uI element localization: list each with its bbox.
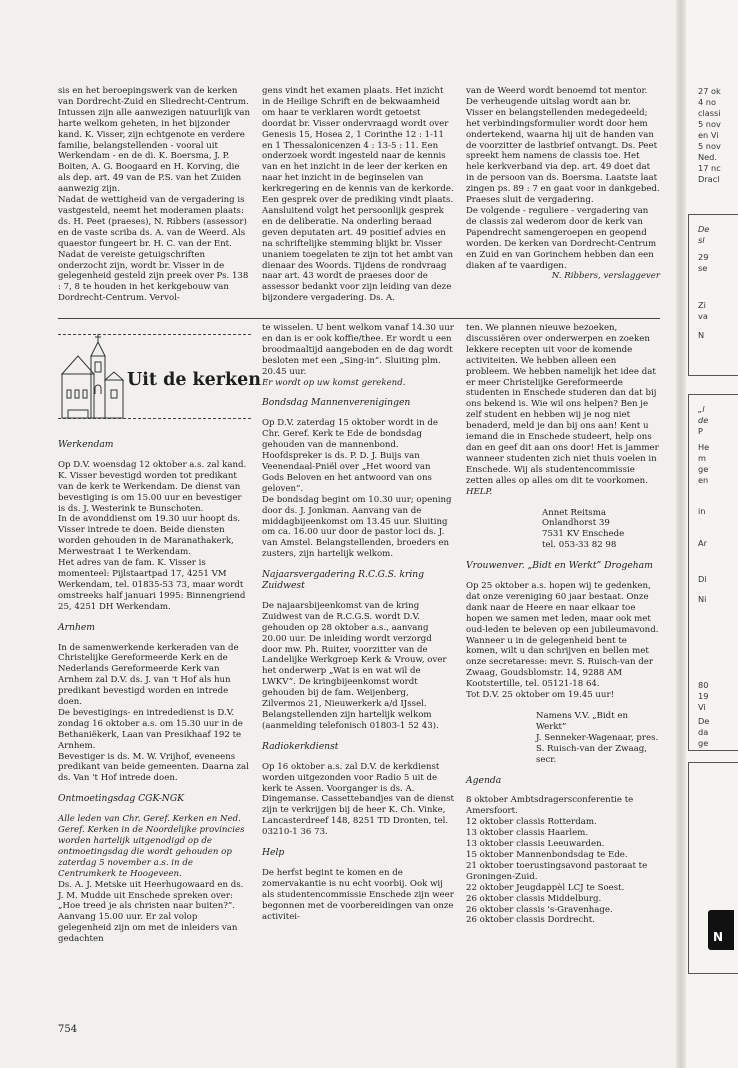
book-gutter — [676, 0, 686, 1068]
section-title: Uit de kerken — [127, 370, 262, 390]
heading-arnhem: Arnhem — [58, 621, 96, 633]
signature-block: Namens V.V. „Bidt en Werkt” J. Senneker-Wagenaar, pres. S. Ruisch-van der Zwaag, secr. — [536, 711, 659, 765]
logo-icon: N — [708, 910, 734, 950]
top-column-2: gens vindt het examen plaats. Het inzicht in de Heilige Schrift en de bekwaamheid om haar te verklaren wordt getoetst doordat br. Visser ondervraagd wordt over Genesis 15, Hosea 2, 1 Corinthe 12 : 1-11 en 1 Thessalonicenzen 4 : 13-5 : 11. Een onderzoek wordt ingesteld naar de kennis van en het inzicht in de leer der kerken en naar het inzicht in de beginselen van kerkregering en de kennis van de kerkorde. Een gesprek over de prediking vindt plaats. Aansluitend volgt het persoonlijk gesprek en de deliberatie. Na onderling beraad geven deputaten art. 49 positief advies en na schriftelijke stemming blijkt br. Visser unaniem toegelaten te zijn tot het ambt van dienaar des Woords. Tijdens de rondvraag naar art. 43 wordt de praeses door de assessor bedankt voor zijn leiding van deze bijzondere vergadering. Ds. A. — [262, 86, 454, 304]
reporter-signature: N. Ribbers, verslaggever — [551, 271, 660, 282]
heading-radiokerkdienst: Radiokerkdienst — [262, 740, 339, 752]
uit-de-kerken-masthead — [58, 326, 262, 421]
list-item: 21 oktober toerustingsavond pastoraat te Groningen-Zuid. — [466, 860, 648, 882]
adjacent-box-1 — [688, 214, 738, 376]
list-item: 13 oktober classis Haarlem. — [466, 828, 589, 839]
heading-werkendam: Werkendam — [58, 439, 114, 450]
list-item: 15 oktober Mannenbondsdag te Ede. — [466, 849, 628, 860]
list-item: 8 oktober Ambtsdragersconferentie te Amersfoort. — [466, 795, 634, 817]
list-item: 26 oktober classis Middelburg. — [466, 893, 602, 904]
page-number: 754 — [58, 1024, 78, 1035]
top-column-1: sis en het beroepingswerk van de kerken van Dordrecht-Zuid en Sliedrecht-Centrum. Intussen zijn alle aanwezigen natuurlijk van harte welkom geheten, in het bijzonder kand. K. Visser, zijn echtgenote en verdere familie, belangstellenden - vooral uit Werkendam - en de di. K. Boersma, J. P. Boiten, A. G. Boogaard en H. Korving, die als dep. art. 49 van de P.S. van het Zuiden aanwezig zijn. Nadat de wettigheid van de vergadering is vastgesteld, neemt het moderamen plaats: ds. H. Peet (praeses), N. Ribbers (assessor) en de vaste scriba ds. A. van de Weerd. Als quaestor fungeert br. H. C. van der Ent. Nadat de vereiste getuigschriften onderzocht zijn, wordt br. Visser in de gelegenheid gesteld zijn preek over Ps. 138 : 7, 8 te houden in het kerkgebouw van Dordrecht-Centrum. Vervol- — [58, 86, 250, 304]
heading-agenda: Agenda — [466, 774, 502, 786]
list-item: 13 oktober classis Leeuwarden. — [466, 839, 605, 850]
list-item: 12 oktober classis Rotterdam. — [466, 817, 597, 828]
top-column-3: van de Weerd wordt benoemd tot mentor. De verheugende uitslag wordt aan br. Visser en belangstellenden medegedeeld; het verbindingsformulier wordt door hem ondertekend, waarna hij uit de handen van de voorzitter de lastbrief ontvangt. Ds. Peet spreekt hem namens de classis toe. Het hele kerkverband via dep. art. 49 doet dat in de persoon van ds. Boersma. Laatste laat zingen ps. 89 : 7 en gaat voor in dankgebed. Praeses sluit de vergadering. De volgende - reguliere - vergadering van de classis zal wederom door de kerk van Papendrecht samengeroepen en geopend worden. De kerken van Dordrecht-Centrum en Zuid en van Gorinchem hebben dan een diaken af te vaardigen. N. Ribbers, verslaggever — [466, 86, 660, 282]
bottom-column-3: ten. We plannen nieuwe bezoeken, discussiëren over onderwerpen en zoeken lekkere recepten uit voor de komende activiteiten. We hebben alleen een probleem. We hebben namelijk het idee dat er meer Christelijke Gereformeerde studenten in Enschede studeren dan dat bij ons bekend is. Wie wil ons helpen? Ben je zelf student en hebben wij je nog niet benaderd, meld je dan bij ons aan! Kent u iemand die in Enschede studeert, help ons dan en geef dit aan ons door! Het is jammer wanneer studenten zich niet thuis voelen in Enschede. Wij als studentencommissie zetten alles op alles om dit te voorkomen. HELP. Annet Reitsma Onlandhorst 39 7531 KV Enschede tel. 053-33 82 98 Vrouwenver. „Bidt en Werkt” Drogeham Op 25 oktober a.s. hopen wij te gedenken, dat onze vereniging 60 jaar bestaat. Onze dank naar de Heere en naar elkaar toe hopen we samen met leden, maar ook met oud-leden te beleven op een jubileumavond. Wanneer u in de gelegenheid bent te komen, wilt u dan schrijven en bellen met onze secretaresse: mevr. S. Ruisch-van der Zwaag, Goudsblomstr. 14, 9288 AM Kootstertille, tel. 05121-18 64. Tot D.V. 25 oktober om 19.45 uur! Namens V.V. „Bidt en Werkt” J. Senneker-Wagenaar, pres. S. Ruisch-van der Zwaag, secr. Agenda 8 oktober Ambtsdragersconferentie te Amersfoort. 12 oktober classis Rotterdam. 13 oktober classis Haarlem. 13 oktober classis Leeuwarden. 15 oktober Mannenbondsdag te Ede. 21 oktober toerustingsavond pastoraat te Groningen-Zuid. 22 oktober Jeugdappèl LCJ te Soest. 26 oktober classis Middelburg. 26 oktober classis 's-Gravenhage. 26 oktober classis Dordrecht. — [466, 323, 659, 926]
heading-najaarsvergadering: Najaarsvergadering R.C.G.S. kring Zuidwest — [262, 569, 425, 592]
heading-help: Help — [262, 847, 285, 859]
list-item: 22 oktober Jeugdappèl LCJ te Soest. — [466, 882, 625, 893]
masthead-bottom-rule — [58, 418, 251, 419]
adjacent-box-2 — [688, 394, 738, 751]
adjacent-page: 27 ok 4 no classi 5 nov en Vi 5 nov Ned. 17 nc Dracl De sl 29 se Zi va N „l de P He m ge en in Ar Di Ni 80 19 Vi De da ge N — [686, 0, 738, 1068]
bottom-column-1: Werkendam Op D.V. woensdag 12 oktober a.s. zal kand. K. Visser bevestigd worden tot predikant van de kerk te Werkendam. De dienst van bevestiging is om 15.00 uur en bevestiger is ds. J. Westerink te Bunschoten. In de avonddienst om 19.30 uur hoopt ds. Visser intrede te doen. Beide diensten worden gehouden in de Maranathakerk, Merwestraat 1 te Werkendam. Het adres van de fam. K. Visser is momenteel: Pijlstaartpad 17, 4251 VM Werkendam, tel. 01835-53 73, maar wordt omstreeks half januari 1995: Binnengriend 25, 4251 DH Werkendam. Arnhem In de samenwerkende kerkeraden van de Christelijke Gereformeerde Kerk en de Nederlands Gereformeerde Kerk van Arnhem zal D.V. ds. J. van 't Hof als hun predikant bevestigd worden en intrede doen. De bevestigings- en intrededienst is D.V. zondag 16 oktober a.s. om 15.30 uur in de Bethaniëkerk, Laan van Presikhaaf 192 te Arnhem. Bevestiger is ds. M. W. Vrijhof, eveneens predikant van beide gemeenten. Daarna zal ds. Van 't Hof intrede doen. Ontmoetingsdag CGK-NGK Alle leden van Chr. Geref. Kerken en Ned. Geref. Kerken in de Noordelijke provincies worden hartelijk uitgenodigd op de ontmoetingsdag die wordt gehouden op zaterdag 5 november a.s. in de Centrumkerk te Hoogeveen. Ds. A. J. Metske uit Heerhugowaard en ds. J. M. Mudde uit Enschede spreken over: „Hoe treed je als christen naar buiten?”. Aanvang 15.00 uur. Er zal volop gelegenheid zijn om met de inleiders van gedachten — [58, 440, 251, 945]
heading-bondsdag: Bondsdag Mannenverenigingen — [262, 397, 411, 409]
list-item: 26 oktober classis Dordrecht. — [466, 915, 595, 926]
section-divider — [58, 318, 660, 319]
heading-vrouwenvereniging: Vrouwenver. „Bidt en Werkt” Drogeham — [466, 560, 653, 572]
heading-ontmoetingsdag: Ontmoetingsdag CGK-NGK — [58, 793, 185, 805]
church-drawing-icon — [58, 334, 124, 420]
list-item: 26 oktober classis 's-Gravenhage. — [466, 904, 613, 915]
bottom-column-2: te wisselen. U bent welkom vanaf 14.30 uur en dan is er ook koffie/thee. Er wordt u een broodmaaltijd aangeboden en de dag wordt besloten met een „Sing-in”. Sluiting plm. 20.45 uur. Er wordt op uw komst gerekend. Bondsdag Mannenverenigingen Op D.V. zaterdag 15 oktober wordt in de Chr. Geref. Kerk te Ede de bondsdag gehouden van de mannenbond. Hoofdspreker is ds. P. D. J. Buijs van Veenendaal-Pniël over „Het woord van Gods Beloven en het antwoord van ons geloven”. De bondsdag begint om 10.30 uur; opening door ds. J. Jonkman. Aanvang van de middagbijeenkomst om 13.45 uur. Sluiting om ca. 16.00 uur door de pastor loci ds. J. van Amstel. Belangstellenden, broeders en zusters, zijn hartelijk welkom. Najaarsvergadering R.C.G.S. kring Zuidwest De najaarsbijeenkomst van de kring Zuidwest van de R.C.G.S. wordt D.V. gehouden op 28 oktober a.s., aanvang 20.00 uur. De inleiding wordt verzorgd door mw. Ph. Ruiter, voorzitter van de Landelijke Werkgroep Kerk & Vrouw, over het onderwerp „Wat is en wat wil de LWKV”. De kringbijeenkomst wordt gehouden bij de fam. Weijenberg, Zilvermos 21, Nieuwerkerk a/d IJssel. Belangstellenden zijn hartelijk welkom (aanmelding telefonisch 01803-1 52 43). Radiokerkdienst Op 16 oktober a.s. zal D.V. de kerkdienst worden uitgezonden voor Radio 5 uit de kerk te Assen. Voorganger is ds. A. Dingemanse. Cassettebandjes van de dienst zijn te verkrijgen bij de heer K. Ch. Vinke, Lancasterdreef 148, 8251 TD Dronten, tel. 03210-1 36 73. Help De herfst begint te komen en de zomervakantie is nu echt voorbij. Ook wij als studentencommissie Enschede zijn weer begonnen met de voorbereidingen van onze activitei- — [262, 323, 454, 922]
address-block: Annet Reitsma Onlandhorst 39 7531 KV Enschede tel. 053-33 82 98 — [542, 507, 625, 551]
agenda-list — [466, 795, 660, 926]
